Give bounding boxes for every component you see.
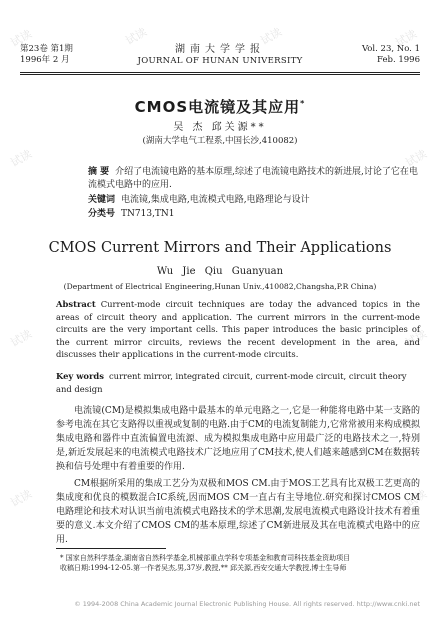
- body-paragraph: 电流镜(CM)是模拟集成电路中最基本的单元电路之一,它是一种能将电路中某一支路的参考电流在其它支路得以重视或复制的电路.由于CM的电流复制能力,它常常被用来构成模拟集成电路和器件中直流偏置电流源、成为模拟集成电路中应用最广泛的电路技术之一,特别是,新近发展起来的电流模式电路技术广泛地应用了CM技术,使人们越来越感到CM在数据转换和信号处理中有着重要的作用.: [56, 406, 420, 472]
- header-volume: 第23卷 第1期: [20, 44, 73, 54]
- paper-title-en: CMOS Current Mirrors and Their Applications: [48, 240, 392, 256]
- watermark-text: 试读: [8, 147, 35, 170]
- footnote-rule: [56, 548, 166, 549]
- title-text: CMOS电流镜及其应用: [134, 98, 301, 116]
- header-volume-en: Vol. 23, No. 1: [361, 44, 420, 54]
- watermark-text: 试读: [403, 327, 430, 350]
- watermark-text: 试读: [8, 487, 35, 510]
- abstract-en-label: Abstract: [56, 299, 96, 309]
- watermark-text: 试读: [403, 147, 430, 170]
- classification-label: 分类号: [88, 209, 116, 219]
- abstract-en-text: Current-mode circuit techniques are today the advanced topics in the areas of circuit theory and application. The current mirrors in the current-mode circuits are the very important cells. This paper introduces the basic principles of the current mirror circuits, reviews the recent development in the area, and discusses their applications in the current-mode circuits.: [56, 299, 420, 359]
- abstract-cn: [88, 166, 418, 192]
- watermark-text: 试读: [8, 27, 35, 50]
- paper-title-cn: [0, 96, 440, 117]
- keywords-cn-label: 关键词: [88, 195, 116, 205]
- keywords-en-label: Key words: [56, 371, 104, 381]
- keywords-en-text: current mirror, integrated circuit, current-mode circuit, circuit theory and design: [56, 371, 407, 394]
- journal-name-en: JOURNAL OF HUNAN UNIVERSITY: [137, 56, 303, 66]
- footnote: [60, 553, 420, 573]
- watermark-text: 试读: [8, 327, 35, 350]
- copyright-notice: © 1994-2008 China Academic Journal Electronic Publishing House. All rights reserved. http://www.cnki.net: [74, 600, 420, 608]
- journal-name-cn: 湖南大学学报: [175, 44, 265, 55]
- body-text: [56, 404, 420, 550]
- header-left: [20, 44, 73, 66]
- abstract-cn-label: 摘 要: [88, 167, 110, 177]
- header-center: [110, 44, 330, 67]
- watermark-text: 试读: [123, 25, 150, 48]
- header-rule: [20, 74, 420, 75]
- header-date-en: Feb. 1996: [377, 55, 420, 65]
- header-rule: [20, 72, 420, 73]
- authors-cn: 吴 杰 邱关源**: [173, 122, 267, 133]
- title-footnote-mark: *: [300, 99, 306, 108]
- keywords-en: [56, 370, 420, 395]
- header-date: 1996年 2 月: [20, 55, 70, 65]
- classification-text: TN713,TN1: [121, 209, 175, 219]
- classification-cn: [88, 208, 418, 221]
- authors-en: Wu Jie Qiu Guanyuan: [156, 266, 284, 277]
- watermark-text: 试读: [258, 25, 285, 48]
- body-paragraph: CM根据所采用的集成工艺分为双极和MOS CM.由于MOS工艺具有比双极工艺更高的集成度和优良的模数混合IC系统,因而MOS CM一直占有主导地位.研究和探讨CMOS CM电路理论和技术对认识当前电流模式电路技术的学术思潮,发展电流模式电路设计技术有着重要的意义.本文介绍了CMOS CM的基本原理,综述了CM新进展及其在电流模式电路中的应用.: [56, 479, 420, 545]
- header-right: [362, 44, 420, 66]
- journal-header: [0, 44, 440, 74]
- keywords-cn-text: 电流镜,集成电路,电流模式电路,电路理论与设计: [121, 195, 310, 205]
- footnote-received: 收稿日期:1994-12-05.第一作者吴杰,男,37岁,教授,** 邱关源,西安交通大学教授,博士生导师: [60, 564, 347, 572]
- watermark-text: 试读: [393, 27, 420, 50]
- abstract-cn-text: 介绍了电流镜电路的基本原理,综述了电流镜电路技术的新进展,讨论了它在电流模式电路中的应用.: [88, 167, 418, 190]
- abstract-en: [56, 298, 420, 361]
- affiliation-en: (Department of Electrical Engineering,Hunan Univ.,410082,Changsha,P.R China): [63, 282, 377, 291]
- watermark-text: 试读: [403, 487, 430, 510]
- keywords-cn: [88, 194, 418, 207]
- affiliation-cn: (湖南大学电气工程系,中国长沙,410082): [142, 136, 298, 146]
- footnote-funding: * 国家自然科学基金,湖南省自然科学基金,机械部重点学科专项基金和教育司科技基金资助项目: [60, 554, 351, 562]
